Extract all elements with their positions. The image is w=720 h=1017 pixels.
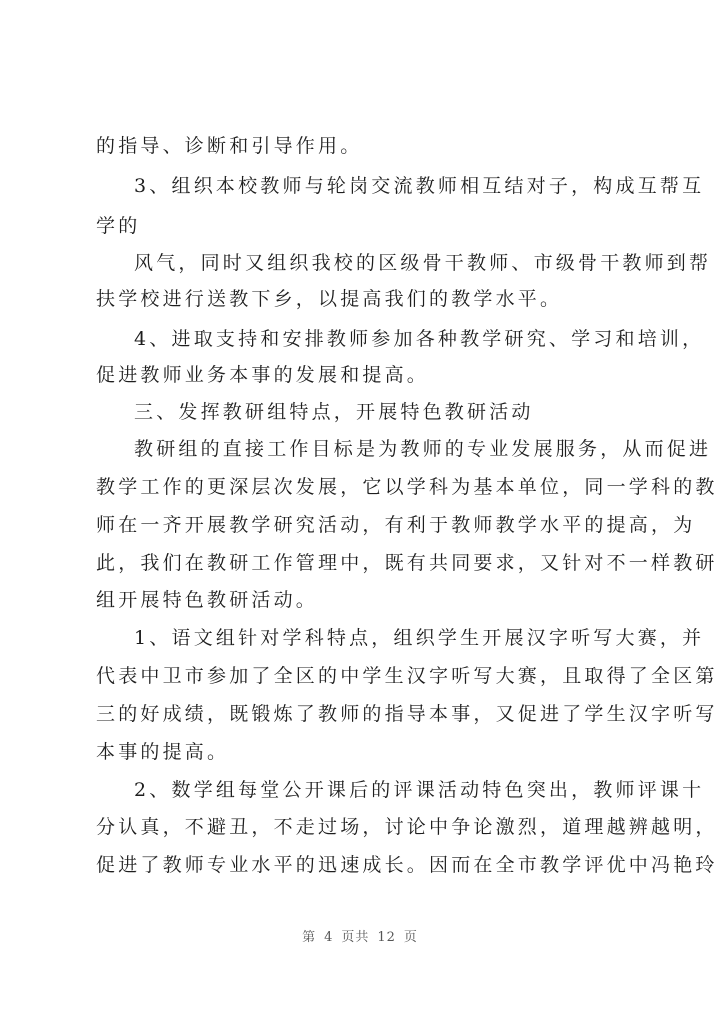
text-line: 的指导、诊断和引导作用。 — [96, 135, 363, 157]
page-number-total: 12 — [377, 930, 396, 945]
text-line: 组开展特色教研活动。 — [96, 589, 319, 611]
text-line: 代表中卫市参加了全区的中学生汉字听写大赛，且取得了全区第 — [96, 665, 718, 687]
text-line: 分认真，不避丑，不走过场，讨论中争论激烈，道理越辨越明， — [96, 816, 718, 838]
footer-middle: 页共 — [341, 930, 370, 945]
footer-suffix: 页 — [403, 930, 418, 945]
page-footer — [0, 926, 720, 945]
text-line: 1、语文组针对学科特点，组织学生开展汉字听写大赛，并 — [134, 627, 705, 649]
text-line: 教研组的直接工作目标是为教师的专业发展服务，从而促进 — [134, 438, 712, 460]
page-number-current: 4 — [324, 930, 334, 945]
text-line: 促进了教师专业水平的迅速成长。因而在全市教学评优中冯艳玲 — [96, 854, 718, 876]
text-line: 2、数学组每堂公开课后的评课活动特色突出，教师评课十 — [134, 779, 705, 801]
text-line: 教学工作的更深层次发展，它以学科为基本单位，同一学科的教 — [96, 476, 718, 498]
text-line: 3、组织本校教师与轮岗交流教师相互结对子，构成互帮互 — [134, 175, 705, 197]
text-line: 学的 — [96, 215, 141, 237]
text-line: 本事的提高。 — [96, 741, 230, 763]
text-line: 4、进取支持和安排教师参加各种教学研究、学习和培训， — [134, 328, 705, 350]
text-line: 促进教师业务本事的发展和提高。 — [96, 364, 430, 386]
text-line: 师在一齐开展教学研究活动，有利于教师教学水平的提高，为 — [96, 514, 696, 536]
footer-prefix: 第 — [302, 930, 317, 945]
text-line: 此，我们在教研工作管理中，既有共同要求，又针对不一样教研 — [96, 552, 718, 574]
text-line: 风气，同时又组织我校的区级骨干教师、市级骨干教师到帮 — [134, 252, 712, 274]
text-line: 三的好成绩，既锻炼了教师的指导本事，又促进了学生汉字听写 — [96, 703, 718, 725]
section-heading: 三、发挥教研组特点，开展特色教研活动 — [134, 401, 534, 423]
text-line: 扶学校进行送教下乡，以提高我们的教学水平。 — [96, 288, 563, 310]
